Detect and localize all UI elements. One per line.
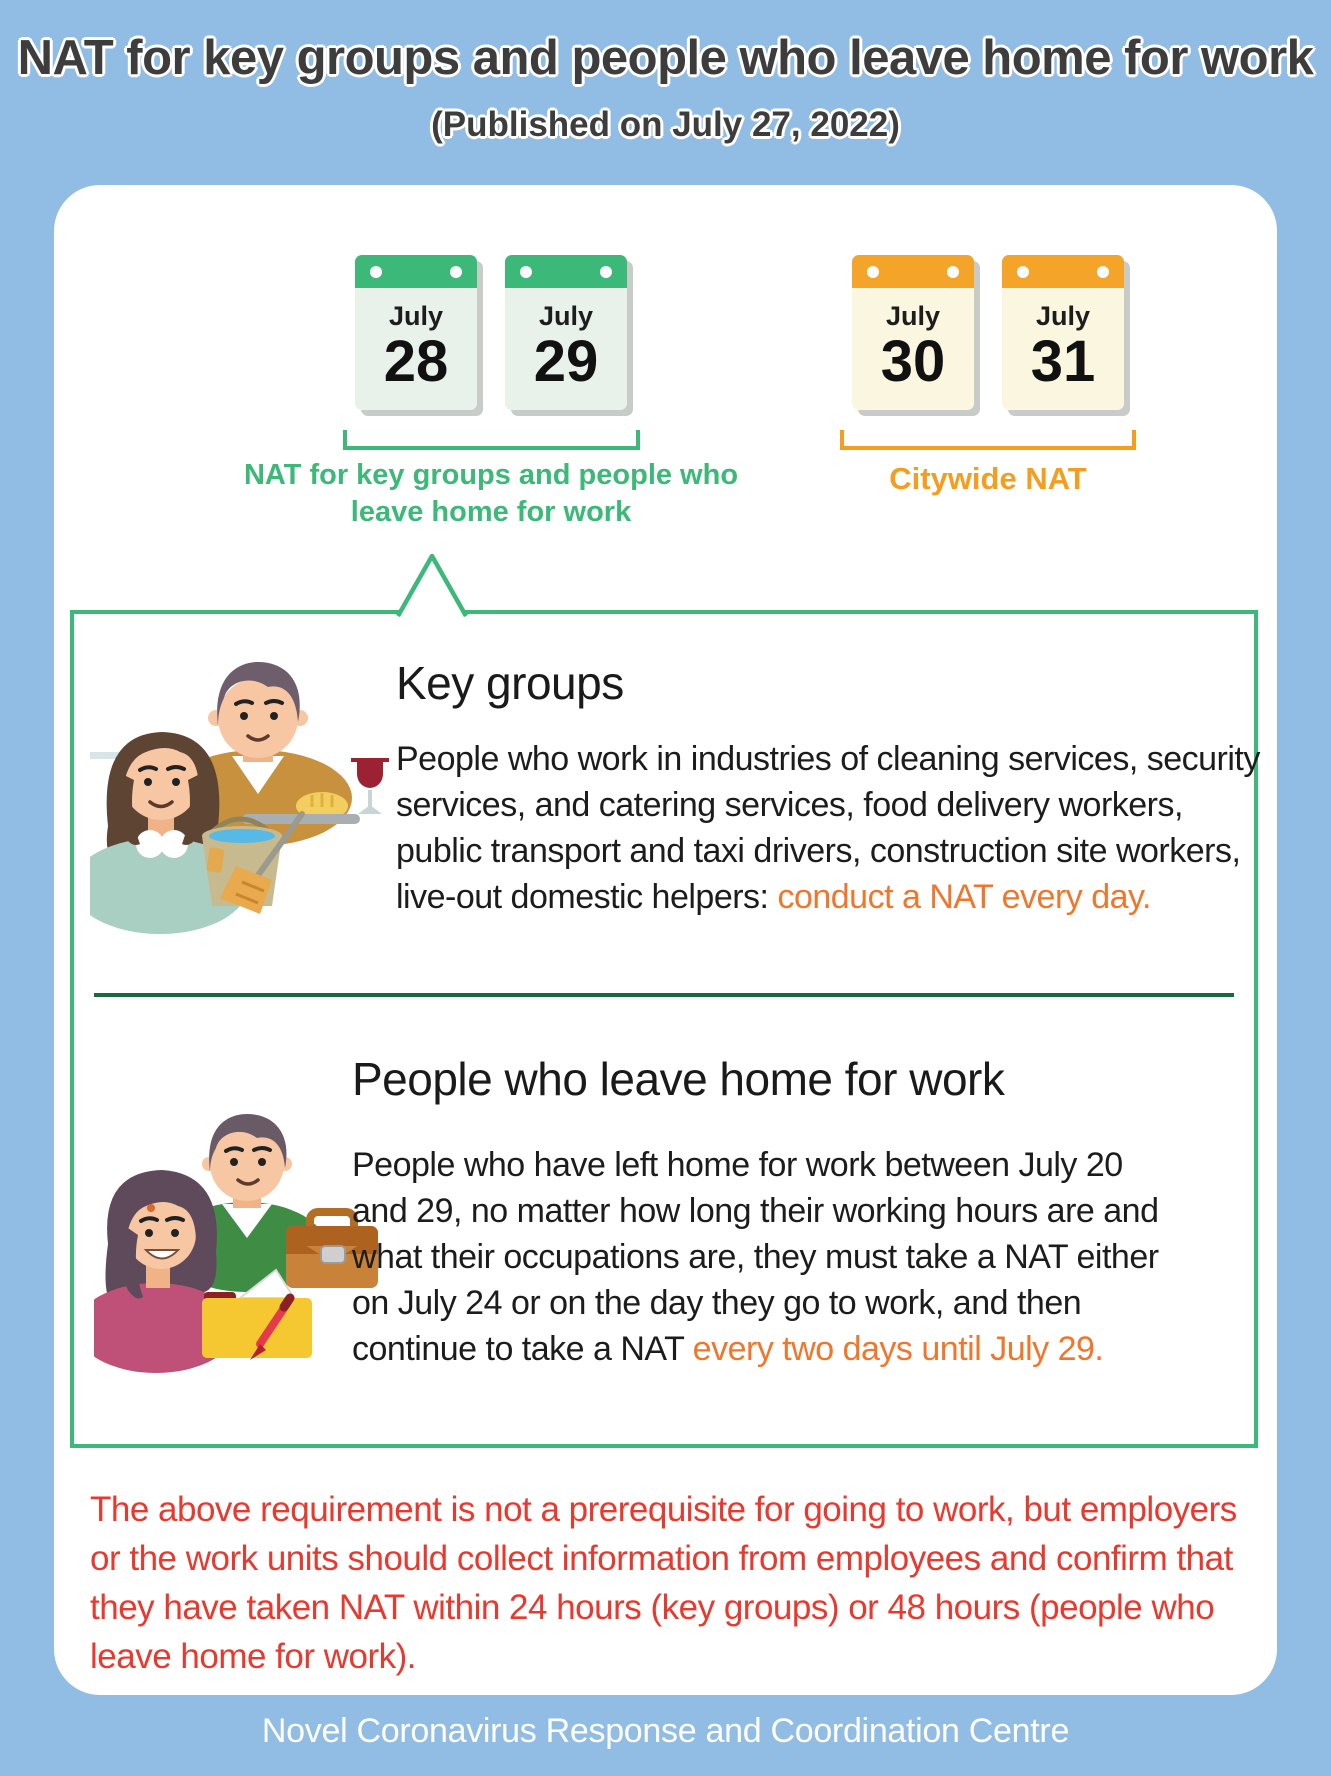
calendar-month: July [388,301,444,331]
calendar-body [852,288,974,410]
calendar-ring-dot [370,266,382,278]
calendar-header [505,255,627,288]
calendar-day: 30 [880,329,946,394]
content-card [54,185,1277,1695]
calendar-header [852,255,974,288]
calendar-body [1002,288,1124,410]
calendar-july-31 [1002,255,1124,410]
calendar-july-30 [852,255,974,410]
calendar-day: 28 [383,329,449,394]
calendar-day: 31 [1030,329,1096,394]
section-1-paragraph [396,736,1266,920]
employer-notice: The above requirement is not a prerequisite for going to work, but employers or the work units should collect information from employees and confirm that they have taken NAT within 24 hours (key groups) or 48 hours (people who leave home for work). [90,1490,1237,1676]
green-dates-label: NAT for key groups and people who leave home for work [243,459,739,528]
section-1-body: People who work in industries of cleaning services, security services, and catering services, food delivery workers, public transport and taxi drivers, construction site workers, live-out domestic helpers: [396,740,1260,916]
calendar-month: July [538,301,594,331]
section-2-heading: People who leave home for work [352,1053,1005,1105]
section-1-highlight: conduct a NAT every day. [777,878,1151,916]
calendar-ring-dot [867,266,879,278]
section-divider [94,993,1234,997]
calendar-ring-dot [1097,266,1109,278]
page-subtitle: (Published on July 27, 2022) [431,105,900,144]
calendar-july-29 [505,255,627,410]
page-footer: Novel Coronavirus Response and Coordination Centre [261,1712,1070,1750]
section-1-heading: Key groups [396,657,624,709]
calendar-header [1002,255,1124,288]
calendar-body [505,288,627,410]
calendar-day: 29 [533,329,599,394]
orange-date-bracket [840,430,1136,450]
calendar-ring-dot [600,266,612,278]
calendar-ring-dot [947,266,959,278]
page-title: NAT for key groups and people who leave home for work [17,31,1314,85]
calendar-ring-dot [1017,266,1029,278]
section-2-paragraph [352,1142,1182,1372]
calendar-header [355,255,477,288]
orange-dates-label: Citywide NAT [889,461,1087,496]
requirements-box [70,610,1258,1448]
leave-home-for-work-illustration [94,1112,384,1402]
calendar-july-28 [355,255,477,410]
green-date-bracket [343,430,640,450]
section-2-highlight: every two days until July 29. [692,1330,1104,1368]
calendar-month: July [885,301,941,331]
calendar-ring-dot [520,266,532,278]
speech-bubble-notch [396,552,468,618]
calendar-body [355,288,477,410]
key-groups-illustration [90,656,390,956]
calendar-month: July [1035,301,1091,331]
calendar-ring-dot [450,266,462,278]
section-2-body: People who have left home for work between July 20 and 29, no matter how long their working hours are and what their occupations are, they must take a NAT either on July 24 or on the day they go to work, and then continue to take a NAT [352,1146,1159,1368]
